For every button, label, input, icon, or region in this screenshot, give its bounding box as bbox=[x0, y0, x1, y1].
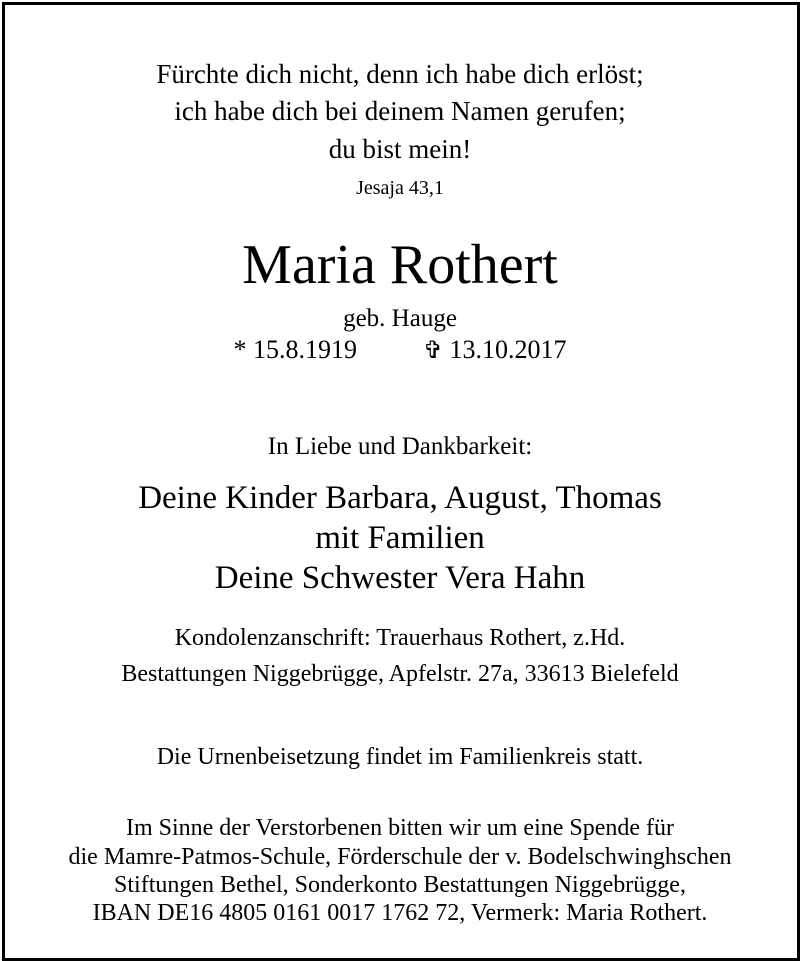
maiden-name: geb. Hauge bbox=[343, 305, 457, 332]
verse-line-1: Fürchte dich nicht, denn ich habe dich erlöst; bbox=[156, 59, 644, 89]
deceased-name: Maria Rothert bbox=[242, 234, 558, 296]
mourners-line-3: Deine Schwester Vera Hahn bbox=[214, 560, 586, 596]
life-dates bbox=[0, 337, 800, 363]
verse-line-3: du bist mein! bbox=[328, 134, 472, 164]
verse-line-2: ich habe dich bei deinem Namen gerufen; bbox=[174, 96, 626, 126]
donation-line-2: die Mamre-Patmos-Schule, Förderschule der v. Bodelschwinghschen bbox=[68, 844, 732, 870]
mourners-line-2: mit Familien bbox=[315, 520, 485, 556]
condolence-line-1: Kondolenzanschrift: Trauerhaus Rothert, z.Hd. bbox=[174, 625, 626, 651]
donation-line-4: IBAN DE16 4805 0161 0017 1762 72, Vermerk: Maria Rothert. bbox=[92, 900, 708, 926]
birth-symbol: * bbox=[233, 335, 247, 364]
verse-source: Jesaja 43,1 bbox=[356, 177, 444, 199]
death-date: 13.10.2017 bbox=[449, 335, 567, 364]
burial-note: Die Urnenbeisetzung findet im Familienkreis statt. bbox=[156, 744, 644, 770]
donation-line-1: Im Sinne der Verstorbenen bitten wir um eine Spende für bbox=[125, 815, 675, 841]
condolence-line-2: Bestattungen Niggebrügge, Apfelstr. 27a, 33613 Bielefeld bbox=[121, 661, 679, 687]
birth-date: 15.8.1919 bbox=[252, 335, 357, 364]
donation-line-3: Stiftungen Bethel, Sonderkonto Bestattungen Niggebrügge, bbox=[114, 872, 686, 898]
mourners-intro: In Liebe und Dankbarkeit: bbox=[267, 433, 533, 460]
death-cross-icon: ✞ bbox=[422, 336, 444, 364]
mourners-line-1: Deine Kinder Barbara, August, Thomas bbox=[138, 480, 662, 516]
